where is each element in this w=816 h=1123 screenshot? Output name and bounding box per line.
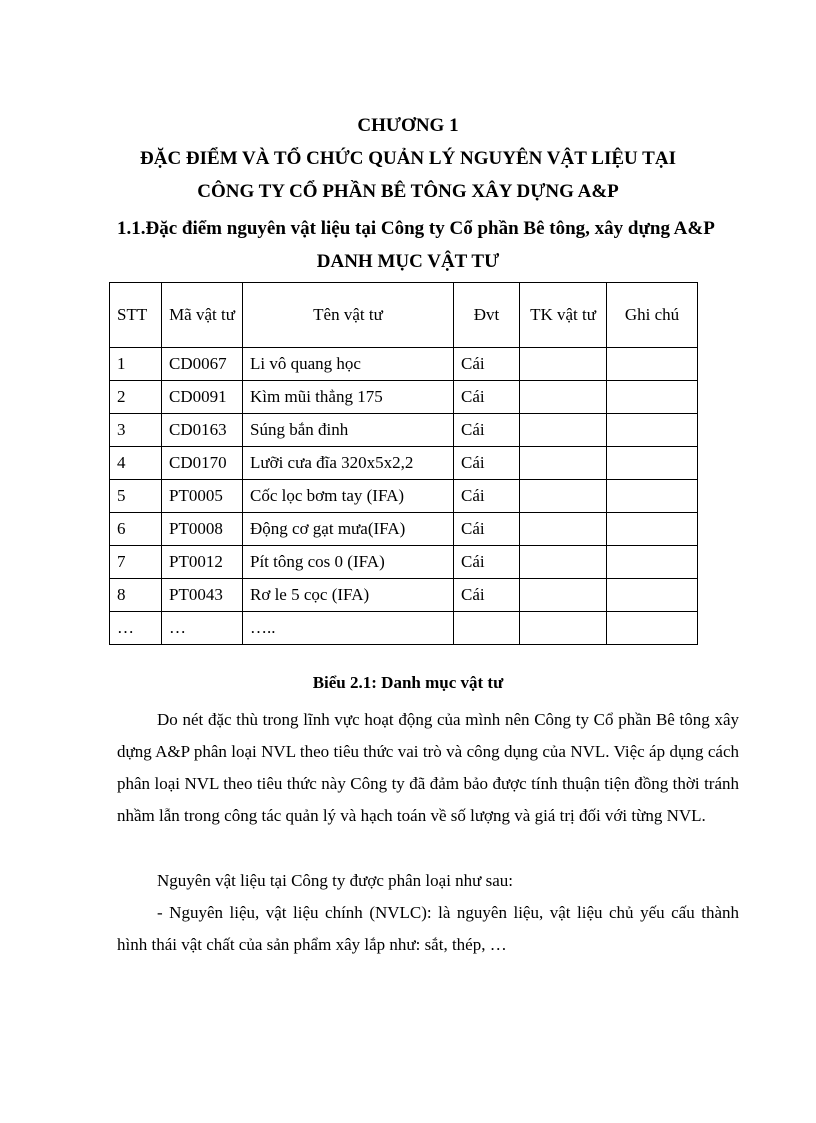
cell-stt: 1 [110,348,162,381]
cell-note [607,348,698,381]
cell-code: PT0005 [162,480,243,513]
cell-note [607,381,698,414]
cell-code: CD0163 [162,414,243,447]
cell-unit: Cái [454,513,520,546]
cell-code: … [162,612,243,645]
table-row [110,546,698,579]
table-row [110,612,698,645]
table-row [110,447,698,480]
chapter-heading: CHƯƠNG 1 [357,115,459,136]
cell-stt: … [110,612,162,645]
cell-code: PT0008 [162,513,243,546]
cell-code: CD0170 [162,447,243,480]
cell-name: Cốc lọc bơm tay (IFA) [243,480,454,513]
cell-unit: Cái [454,579,520,612]
cell-account [520,348,607,381]
section-heading: 1.1.Đặc điểm nguyên vật liệu tại Công ty Cổ phần Bê tông, xây dựng A&P [117,218,715,239]
cell-code: CD0067 [162,348,243,381]
cell-stt: 6 [110,513,162,546]
cell-name: ….. [243,612,454,645]
cell-stt: 3 [110,414,162,447]
header-name: Tên vật tư [243,283,454,348]
cell-stt: 5 [110,480,162,513]
cell-unit [454,612,520,645]
table-row [110,579,698,612]
cell-stt: 8 [110,579,162,612]
cell-name: Li vô quang học [243,348,454,381]
cell-note [607,579,698,612]
header-account: TK vật tư [520,283,607,348]
cell-name: Rơ le 5 cọc (IFA) [243,579,454,612]
cell-unit: Cái [454,480,520,513]
cell-stt: 4 [110,447,162,480]
cell-account [520,414,607,447]
header-stt: STT [110,283,162,348]
table-row [110,480,698,513]
table-row [110,348,698,381]
paragraph-main-materials: - Nguyên liệu, vật liệu chính (NVLC): là nguyên liệu, vật liệu chủ yếu cấu thành hình thái vật chất của sản phẩm xây lắp như: sắt, thép, … [117,903,739,954]
cell-note [607,414,698,447]
cell-name: Pít tông cos 0 (IFA) [243,546,454,579]
chapter-title-line-1: ĐẶC ĐIỂM VÀ TỔ CHỨC QUẢN LÝ NGUYÊN VẬT LIỆU TẠI [140,148,676,169]
paragraph-classification: Do nét đặc thù trong lĩnh vực hoạt động của mình nên Công ty Cổ phần Bê tông xây dựng A&P phân loại NVL theo tiêu thức vai trò và công dụng của NVL. Việc áp dụng cách phân loại NVL theo tiêu thức này Công ty đã đảm bảo được tính thuận tiện đồng thời tránh nhầm lẫn trong công tác quản lý và hạch toán về số lượng và giá trị đối với từng NVL. [117,710,739,825]
cell-note [607,546,698,579]
header-code: Mã vật tư [162,283,243,348]
paragraph-classification-intro: Nguyên vật liệu tại Công ty được phân loại như sau: [157,871,514,890]
cell-unit: Cái [454,348,520,381]
cell-account [520,612,607,645]
chapter-title-line-2: CÔNG TY CỔ PHẦN BÊ TÔNG XÂY DỰNG A&P [197,181,619,202]
cell-unit: Cái [454,447,520,480]
cell-account [520,480,607,513]
cell-note [607,612,698,645]
table-caption: Biểu 2.1: Danh mục vật tư [312,673,504,692]
table-title: DANH MỤC VẬT TƯ [316,251,500,272]
cell-code: PT0012 [162,546,243,579]
header-note: Ghi chú [607,283,698,348]
cell-note [607,480,698,513]
cell-stt: 7 [110,546,162,579]
materials-table [109,282,698,645]
header-unit: Đvt [454,283,520,348]
cell-name: Động cơ gạt mưa(IFA) [243,513,454,546]
cell-name: Súng bắn đinh [243,414,454,447]
cell-note [607,513,698,546]
cell-note [607,447,698,480]
cell-unit: Cái [454,414,520,447]
cell-account [520,513,607,546]
cell-code: PT0043 [162,579,243,612]
cell-account [520,447,607,480]
table-row [110,414,698,447]
table-row [110,381,698,414]
cell-unit: Cái [454,546,520,579]
cell-name: Kìm mũi thẳng 175 [243,381,454,414]
cell-code: CD0091 [162,381,243,414]
cell-name: Lưỡi cưa đĩa 320x5x2,2 [243,447,454,480]
table-header-row [110,283,698,348]
cell-account [520,381,607,414]
cell-stt: 2 [110,381,162,414]
cell-account [520,579,607,612]
cell-account [520,546,607,579]
cell-unit: Cái [454,381,520,414]
table-row [110,513,698,546]
